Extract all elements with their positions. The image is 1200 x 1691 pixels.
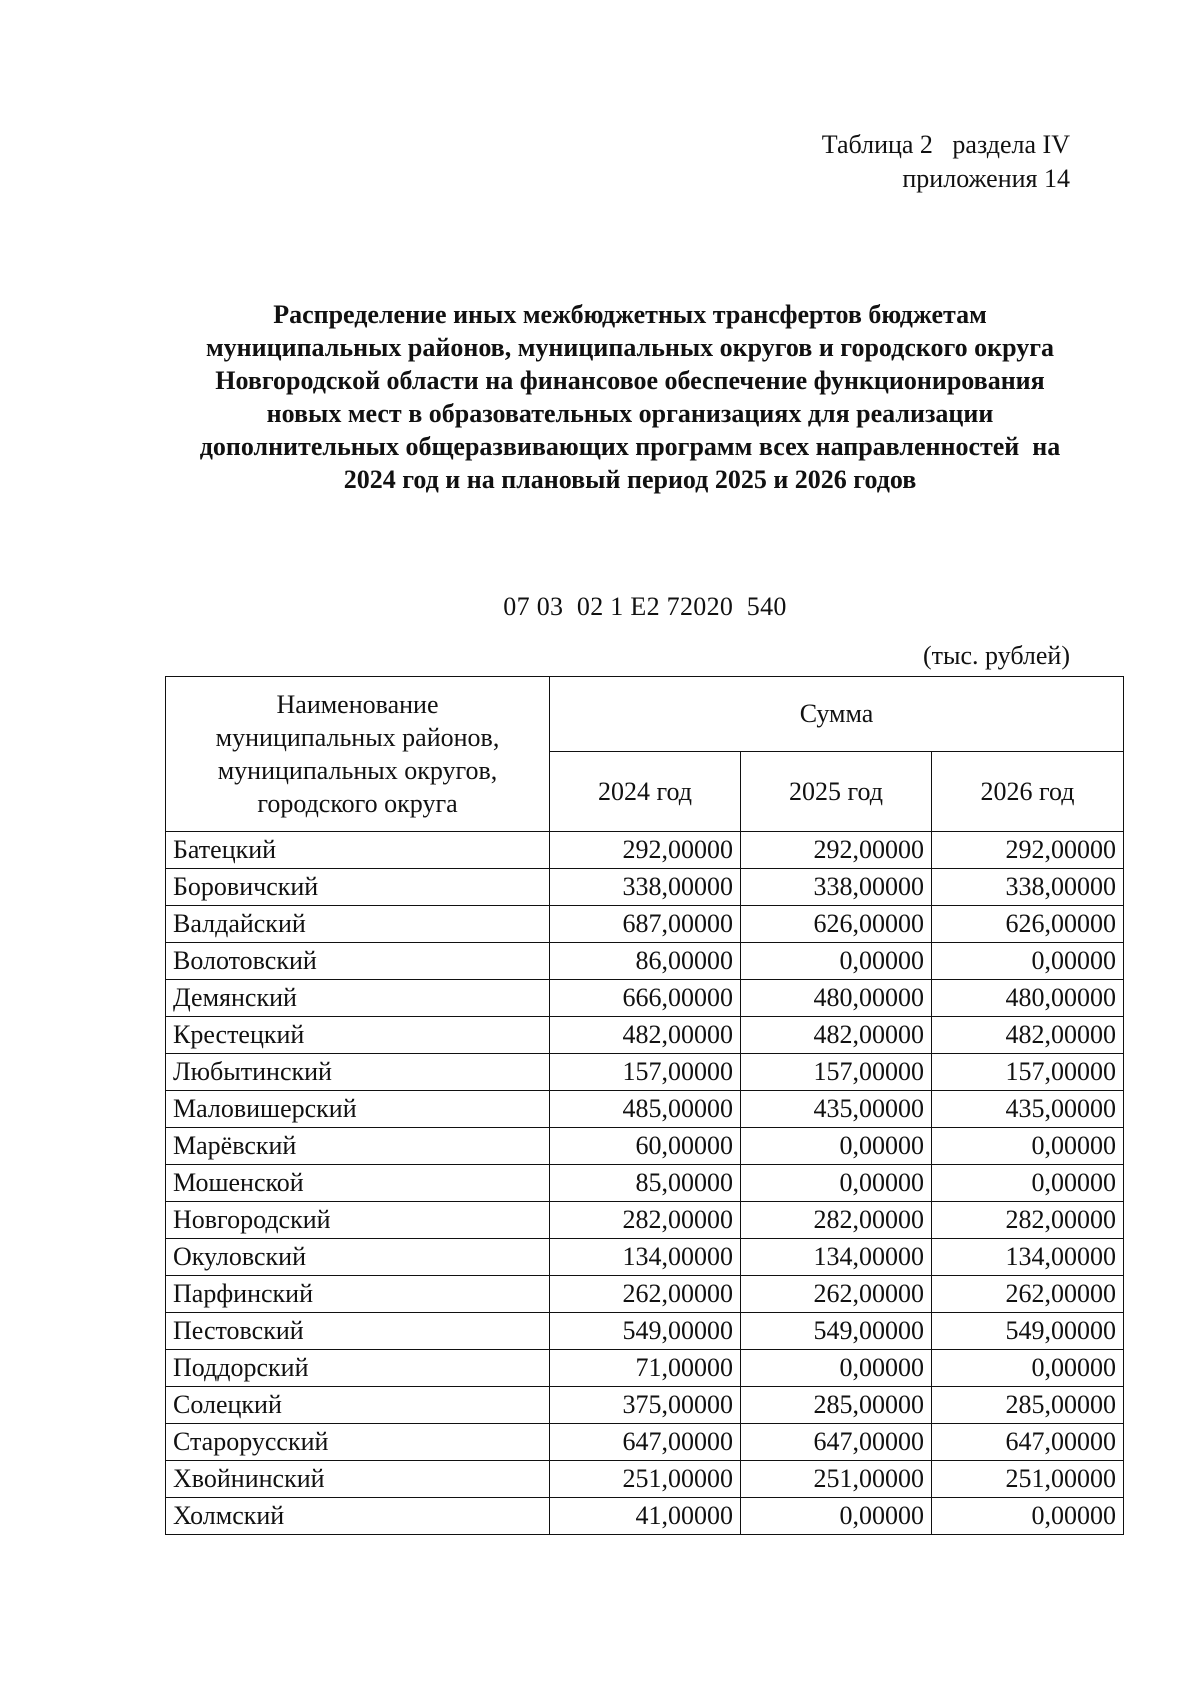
- amount-cell-2026: 0,00000: [932, 1498, 1124, 1535]
- amount-cell-2025: 134,00000: [741, 1239, 932, 1276]
- amount-cell-2024: 647,00000: [550, 1424, 741, 1461]
- amount-cell-2024: 666,00000: [550, 980, 741, 1017]
- municipality-name-cell: Холмский: [166, 1498, 550, 1535]
- municipality-name-cell: Демянский: [166, 980, 550, 1017]
- table-row: [166, 869, 1124, 906]
- amount-cell-2026: 282,00000: [932, 1202, 1124, 1239]
- municipality-name-cell: Марёвский: [166, 1128, 550, 1165]
- header-name-line: муниципальных округов,: [217, 756, 498, 785]
- header-name-line: городского округа: [257, 789, 458, 818]
- title-line: 2024 год и на плановый период 2025 и 2026 годов: [343, 465, 917, 494]
- amount-cell-2024: 134,00000: [550, 1239, 741, 1276]
- municipality-name-cell: Парфинский: [166, 1276, 550, 1313]
- amount-cell-2025: 482,00000: [741, 1017, 932, 1054]
- amount-cell-2025: 282,00000: [741, 1202, 932, 1239]
- amount-cell-2024: 85,00000: [550, 1165, 741, 1202]
- amount-cell-2026: 0,00000: [932, 943, 1124, 980]
- amount-cell-2026: 0,00000: [932, 1350, 1124, 1387]
- amount-cell-2026: 626,00000: [932, 906, 1124, 943]
- units-label: (тыс. рублей): [922, 641, 1070, 670]
- municipality-name-cell: Поддорский: [166, 1350, 550, 1387]
- municipality-name-cell: Батецкий: [166, 832, 550, 869]
- amount-cell-2025: 0,00000: [741, 1165, 932, 1202]
- amount-cell-2025: 0,00000: [741, 1128, 932, 1165]
- amount-cell-2025: 0,00000: [741, 943, 932, 980]
- municipality-name-cell: Новгородский: [166, 1202, 550, 1239]
- amount-cell-2026: 482,00000: [932, 1017, 1124, 1054]
- amount-cell-2025: 251,00000: [741, 1461, 932, 1498]
- table-row: [166, 1091, 1124, 1128]
- table-row: [166, 1017, 1124, 1054]
- municipality-name-cell: Мошенской: [166, 1165, 550, 1202]
- amount-cell-2024: 251,00000: [550, 1461, 741, 1498]
- amount-cell-2024: 375,00000: [550, 1387, 741, 1424]
- amount-cell-2026: 251,00000: [932, 1461, 1124, 1498]
- header-sum: Сумма: [550, 677, 1124, 752]
- amount-cell-2025: 0,00000: [741, 1498, 932, 1535]
- municipality-name-cell: Волотовский: [166, 943, 550, 980]
- amount-cell-2025: 292,00000: [741, 832, 932, 869]
- municipality-name-cell: Окуловский: [166, 1239, 550, 1276]
- table-row: [166, 943, 1124, 980]
- amount-cell-2026: 0,00000: [932, 1128, 1124, 1165]
- municipality-name-cell: Солецкий: [166, 1387, 550, 1424]
- title-line: муниципальных районов, муниципальных округов и городского округа: [205, 333, 1055, 362]
- amount-cell-2024: 485,00000: [550, 1091, 741, 1128]
- title-line: дополнительных общеразвивающих программ всех направленностей на: [199, 432, 1061, 461]
- table-row: [166, 1498, 1124, 1535]
- amount-cell-2026: 285,00000: [932, 1387, 1124, 1424]
- amount-cell-2025: 0,00000: [741, 1350, 932, 1387]
- table-row: [166, 1128, 1124, 1165]
- amount-cell-2026: 549,00000: [932, 1313, 1124, 1350]
- amount-cell-2026: 134,00000: [932, 1239, 1124, 1276]
- table-row: [166, 1461, 1124, 1498]
- municipality-name-cell: Пестовский: [166, 1313, 550, 1350]
- amount-cell-2024: 687,00000: [550, 906, 741, 943]
- table-row: [166, 980, 1124, 1017]
- amount-cell-2024: 282,00000: [550, 1202, 741, 1239]
- table-row: [166, 1165, 1124, 1202]
- municipality-name-cell: Любытинский: [166, 1054, 550, 1091]
- document-title: [150, 298, 1110, 496]
- table-reference-line-2: приложения 14: [902, 164, 1070, 193]
- table-body: [166, 832, 1124, 1535]
- amount-cell-2025: 647,00000: [741, 1424, 932, 1461]
- amount-cell-2026: 435,00000: [932, 1091, 1124, 1128]
- table-row: [166, 1424, 1124, 1461]
- header-name-line: Наименование: [276, 690, 439, 719]
- table-row: [166, 1387, 1124, 1424]
- header-year-2024: 2024 год: [550, 752, 741, 832]
- table-row: [166, 1276, 1124, 1313]
- municipality-name-cell: Хвойнинский: [166, 1461, 550, 1498]
- amount-cell-2024: 338,00000: [550, 869, 741, 906]
- table-row: [166, 906, 1124, 943]
- amount-cell-2024: 157,00000: [550, 1054, 741, 1091]
- amount-cell-2026: 157,00000: [932, 1054, 1124, 1091]
- table-row: [166, 1054, 1124, 1091]
- amount-cell-2026: 292,00000: [932, 832, 1124, 869]
- table-row: [166, 832, 1124, 869]
- amount-cell-2024: 482,00000: [550, 1017, 741, 1054]
- amount-cell-2025: 262,00000: [741, 1276, 932, 1313]
- amount-cell-2024: 86,00000: [550, 943, 741, 980]
- amount-cell-2025: 157,00000: [741, 1054, 932, 1091]
- amount-cell-2026: 480,00000: [932, 980, 1124, 1017]
- amount-cell-2026: 262,00000: [932, 1276, 1124, 1313]
- table-row: [166, 1350, 1124, 1387]
- table-row: [166, 1239, 1124, 1276]
- municipality-name-cell: Крестецкий: [166, 1017, 550, 1054]
- municipality-name-cell: Старорусский: [166, 1424, 550, 1461]
- header-name-line: муниципальных районов,: [215, 723, 500, 752]
- header-year-2026: 2026 год: [932, 752, 1124, 832]
- table-row: [166, 1202, 1124, 1239]
- municipality-name-cell: Маловишерский: [166, 1091, 550, 1128]
- title-line: Новгородской области на финансовое обеспечение функционирования: [215, 366, 1045, 395]
- title-line: Распределение иных межбюджетных трансфертов бюджетам: [273, 300, 987, 329]
- header-year-2025: 2025 год: [741, 752, 932, 832]
- amount-cell-2024: 71,00000: [550, 1350, 741, 1387]
- amount-cell-2025: 435,00000: [741, 1091, 932, 1128]
- amount-cell-2026: 338,00000: [932, 869, 1124, 906]
- amount-cell-2024: 292,00000: [550, 832, 741, 869]
- header-municipality-name: [166, 677, 550, 832]
- distribution-table: [165, 676, 1124, 1535]
- table-reference: [822, 128, 1070, 196]
- amount-cell-2024: 549,00000: [550, 1313, 741, 1350]
- amount-cell-2025: 626,00000: [741, 906, 932, 943]
- amount-cell-2024: 60,00000: [550, 1128, 741, 1165]
- amount-cell-2025: 285,00000: [741, 1387, 932, 1424]
- amount-cell-2024: 262,00000: [550, 1276, 741, 1313]
- amount-cell-2025: 338,00000: [741, 869, 932, 906]
- amount-cell-2025: 549,00000: [741, 1313, 932, 1350]
- amount-cell-2026: 647,00000: [932, 1424, 1124, 1461]
- amount-cell-2025: 480,00000: [741, 980, 932, 1017]
- table-header-row: [166, 677, 1124, 752]
- municipality-name-cell: Валдайский: [166, 906, 550, 943]
- budget-classification-code: 07 03 02 1 Е2 72020 540: [503, 592, 787, 621]
- amount-cell-2024: 41,00000: [550, 1498, 741, 1535]
- amount-cell-2026: 0,00000: [932, 1165, 1124, 1202]
- table-row: [166, 1313, 1124, 1350]
- title-line: новых мест в образовательных организациях для реализации: [266, 399, 994, 428]
- municipality-name-cell: Боровичский: [166, 869, 550, 906]
- table-reference-line-1: Таблица 2 раздела IV: [821, 130, 1070, 159]
